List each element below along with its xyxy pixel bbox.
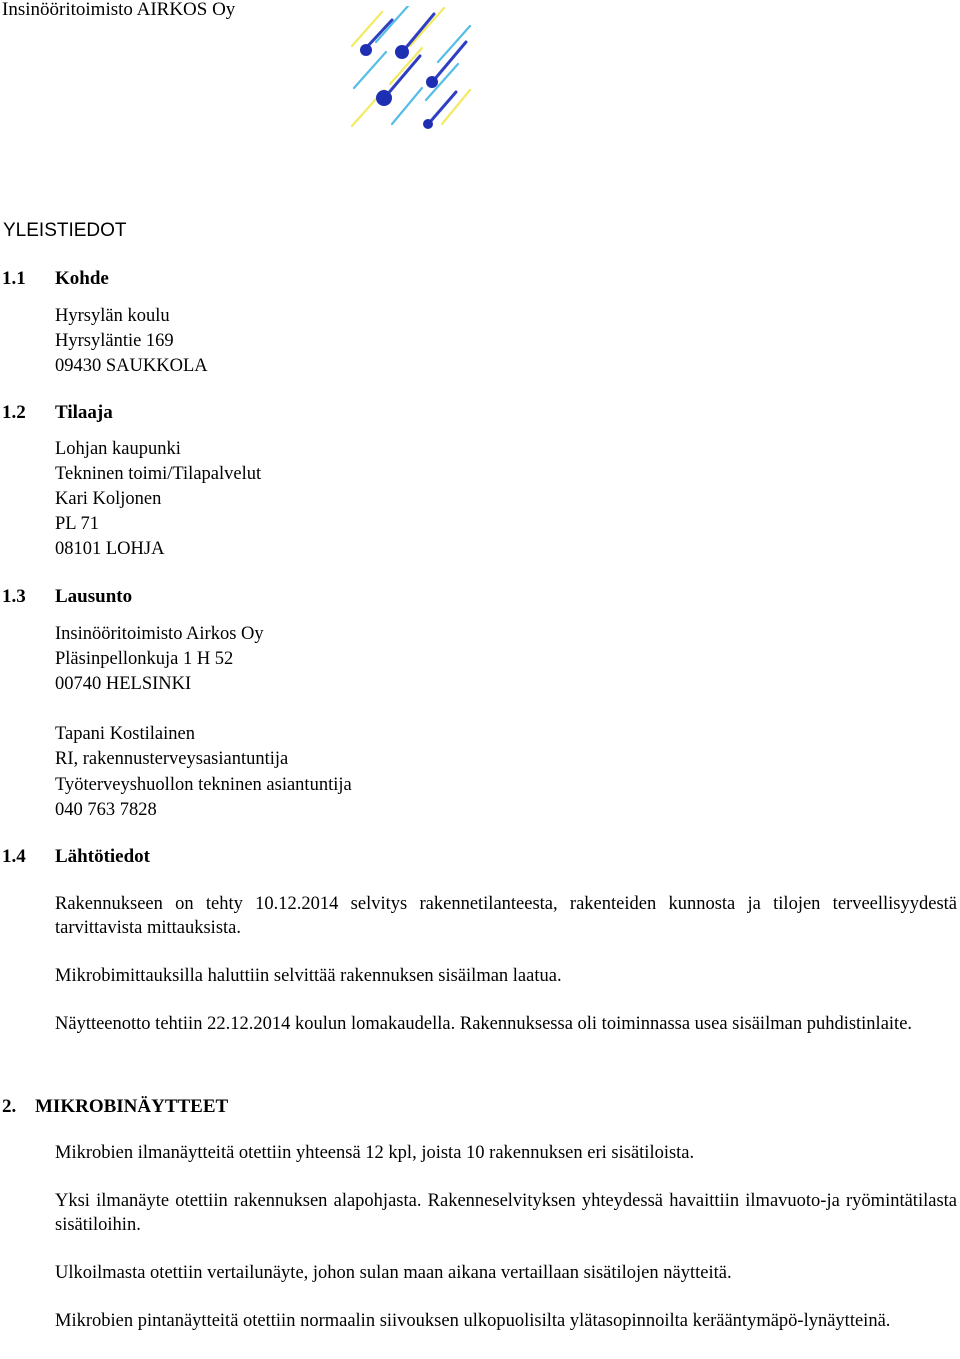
address-line: Kari Koljonen bbox=[55, 489, 162, 509]
section-number: 2. bbox=[2, 1096, 17, 1117]
section-number: 1.3 bbox=[2, 586, 26, 607]
contact-line: Työterveyshuollon tekninen asiantuntija bbox=[55, 775, 352, 795]
paragraph: Rakennukseen on tehty 10.12.2014 selvitys rakennetilanteesta, rakenteiden kunnosta ja tilojen terveellisyydestä tarvittavista mittauksista. bbox=[55, 894, 957, 938]
section-title: Tilaaja bbox=[55, 402, 113, 423]
paragraph: Näytteenotto tehtiin 22.12.2014 koulun lomakaudella. Rakennuksessa oli toiminnassa usea sisäilman puhdistinlaite. bbox=[55, 1014, 913, 1034]
address-line: 09430 SAUKKOLA bbox=[55, 356, 208, 376]
address-line: Hyrsylän koulu bbox=[55, 306, 170, 326]
address-line: Hyrsyläntie 169 bbox=[55, 331, 174, 351]
paragraph: Ulkoilmasta otettiin vertailunäyte, johon sulan maan aikana vertaillaan sisätilojen näytteitä. bbox=[55, 1263, 732, 1283]
company-header: Insinööritoimisto AIRKOS Oy bbox=[2, 0, 236, 20]
paragraph: Mikrobien ilmanäytteitä otettiin yhteensä 12 kpl, joista 10 rakennuksen eri sisätiloista. bbox=[55, 1143, 695, 1163]
document-heading: YLEISTIEDOT bbox=[3, 220, 127, 241]
section-title: MIKROBINÄYTTEET bbox=[35, 1096, 229, 1117]
address-line: Pläsinpellonkuja 1 H 52 bbox=[55, 649, 234, 669]
section-number: 1.1 bbox=[2, 268, 26, 289]
company-logo bbox=[346, 6, 474, 130]
address-line: PL 71 bbox=[55, 514, 100, 534]
contact-line: Tapani Kostilainen bbox=[55, 724, 195, 744]
section-title: Lausunto bbox=[55, 586, 133, 607]
section-number: 1.4 bbox=[2, 846, 26, 867]
address-line: Lohjan kaupunki bbox=[55, 439, 181, 459]
paragraph: Mikrobien pintanäytteitä otettiin normaalin siivouksen ulkopuolisilta ylätasopinnoilta kerääntymäpö-lynäytteinä. bbox=[55, 1311, 891, 1331]
section-number: 1.2 bbox=[2, 402, 26, 423]
address-line: Tekninen toimi/Tilapalvelut bbox=[55, 464, 262, 484]
address-line: 08101 LOHJA bbox=[55, 539, 165, 559]
section-title: Lähtötiedot bbox=[55, 846, 150, 867]
contact-line: RI, rakennusterveysasiantuntija bbox=[55, 749, 289, 769]
paragraph: Mikrobimittauksilla haluttiin selvittää rakennuksen sisäilman laatua. bbox=[55, 966, 562, 986]
contact-phone: 040 763 7828 bbox=[55, 800, 157, 820]
address-line: Insinööritoimisto Airkos Oy bbox=[55, 624, 264, 644]
paragraph: Yksi ilmanäyte otettiin rakennuksen alapohjasta. Rakenneselvityksen yhteydessä havaittiin ilmavuoto-ja ryömintätilasta sisätiloihin. bbox=[55, 1191, 957, 1235]
section-title: Kohde bbox=[55, 268, 109, 289]
address-line: 00740 HELSINKI bbox=[55, 674, 192, 694]
